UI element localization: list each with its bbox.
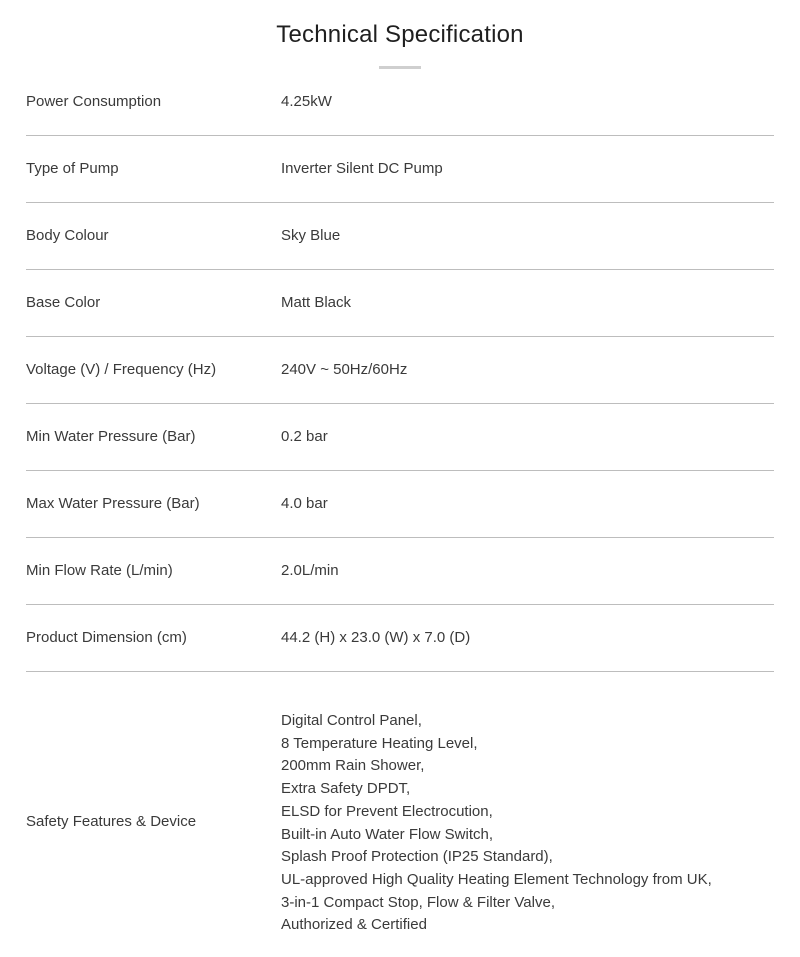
- spec-label: Voltage (V) / Frequency (Hz): [26, 361, 217, 378]
- spec-value: Matt Black: [281, 294, 352, 311]
- list-item: Digital Control Panel,: [281, 712, 422, 729]
- spec-row-product-dimension: [26, 605, 774, 672]
- list-item: Authorized & Certified: [281, 916, 427, 934]
- spec-value: 44.2 (H) x 23.0 (W) x 7.0 (D): [281, 629, 471, 646]
- spec-value: Sky Blue: [281, 227, 341, 244]
- spec-row-max-water-pressure: [26, 471, 774, 538]
- spec-value: 2.0L/min: [281, 562, 339, 579]
- spec-row-body-colour: [26, 203, 774, 270]
- spec-row-safety-features: [26, 672, 774, 957]
- spec-row-power-consumption: [26, 69, 774, 136]
- spec-label: Power Consumption: [26, 93, 162, 110]
- safety-feature-list: [281, 710, 712, 937]
- spec-row-min-water-pressure: [26, 404, 774, 471]
- spec-label: Product Dimension (cm): [26, 629, 187, 646]
- spec-label: Min Water Pressure (Bar): [26, 428, 196, 445]
- spec-value: Inverter Silent DC Pump: [281, 160, 443, 177]
- spec-label: Safety Features & Device: [26, 813, 197, 830]
- spec-value: 4.0 bar: [281, 495, 328, 512]
- list-item: 8 Temperature Heating Level,: [281, 734, 478, 752]
- spec-table: [26, 69, 774, 957]
- spec-label: Type of Pump: [26, 160, 119, 177]
- spec-label: Body Colour: [26, 227, 109, 244]
- list-item: UL-approved High Quality Heating Element Technology from UK,: [281, 870, 712, 888]
- list-item: Extra Safety DPDT,: [281, 780, 411, 798]
- list-item: Splash Proof Protection (IP25 Standard),: [281, 848, 553, 866]
- list-item: 3-in-1 Compact Stop, Flow & Filter Valve,: [281, 893, 555, 911]
- spec-label: Min Flow Rate (L/min): [26, 562, 173, 579]
- spec-row-voltage-frequency: [26, 337, 774, 404]
- spec-label: Base Color: [26, 294, 101, 311]
- spec-row-base-color: [26, 270, 774, 337]
- spec-label: Max Water Pressure (Bar): [26, 495, 200, 512]
- list-item: Built-in Auto Water Flow Switch,: [281, 825, 494, 843]
- spec-value: 240V ~ 50Hz/60Hz: [281, 361, 408, 378]
- list-item: 200mm Rain Shower,: [281, 757, 425, 775]
- spec-row-min-flow-rate: [26, 538, 774, 605]
- spec-value: 0.2 bar: [281, 428, 328, 445]
- list-item: ELSD for Prevent Electrocution,: [281, 802, 493, 820]
- spec-row-type-of-pump: [26, 136, 774, 203]
- spec-value: 4.25kW: [281, 93, 332, 110]
- page-title: Technical Specification: [276, 21, 524, 48]
